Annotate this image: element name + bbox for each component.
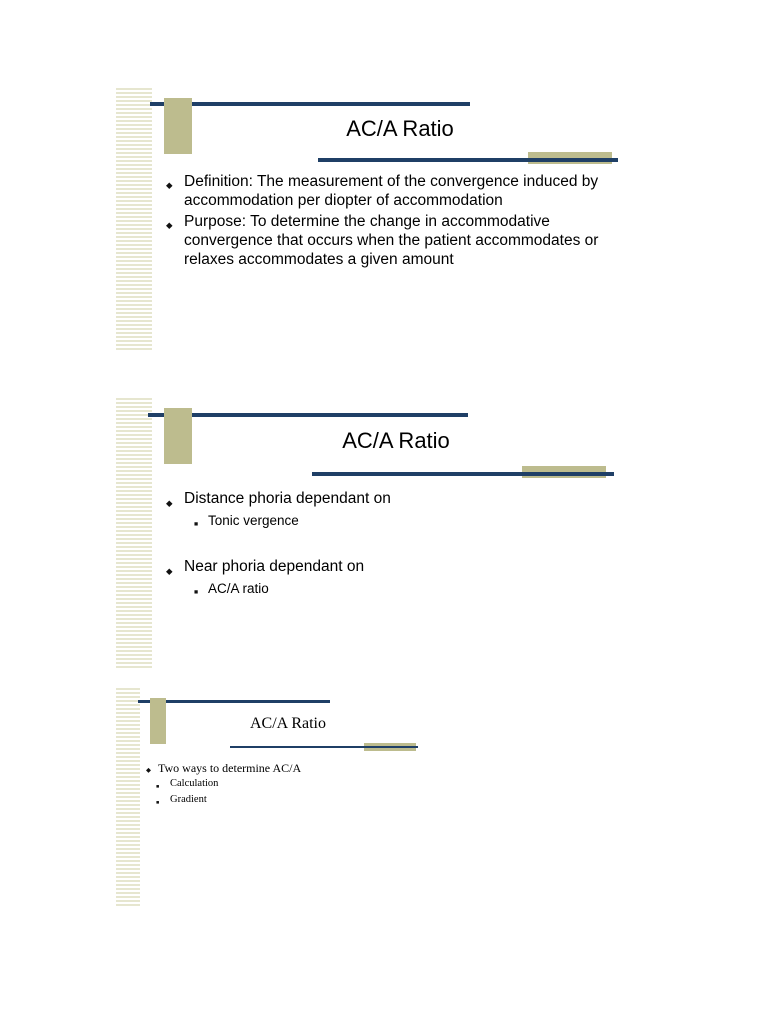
slide-3-bottom-rule [230,746,418,748]
slide-3-sub-bullet: ■ Calculation [170,776,446,792]
slide-3-accent-block [150,698,166,744]
slide-2 [0,360,768,680]
slide-3-bullet-list [146,760,446,808]
slide-2-bottom-rule [312,472,614,476]
slide-2-bullet: ◆ Distance phoria dependant on [166,488,586,510]
slide-3-stripe-margin [116,688,140,906]
slide-2-sub-bullet: ■ Tonic vergence [208,510,586,532]
slide-1-title: AC/A Ratio [346,116,454,141]
slide-2-bullet: ◆ Near phoria dependant on [166,556,586,578]
slide-2-bullet-list [166,488,586,600]
slide-1-bullet: ◆ Definition: The measurement of the convergence induced by accommodation per diopter of accommodation [166,172,608,210]
slide-1-bullet: ◆ Purpose: To determine the change in accommodative convergence that occurs when the patient accommodates or relaxes accommodates a given amount [166,212,608,269]
slide-2-sub-bullet: ■ AC/A ratio [208,578,586,600]
slide-3 [0,680,768,930]
slide-1-top-rule [150,102,470,106]
slide-1-stripe-margin [116,88,152,350]
slide-3-bullet: ◆ Two ways to determine AC/A [146,760,446,776]
slide-2-stripe-margin [116,398,152,670]
slide-2-top-rule [148,413,468,417]
slide-2-title: AC/A Ratio [342,428,450,453]
slide-2-accent-block [164,408,192,464]
slide-1-bullet-list [166,172,608,269]
slide-1-accent-block [164,98,192,154]
slide-3-sub-bullet: ■ Gradient [170,792,446,808]
slide-3-title: AC/A Ratio [249,715,326,732]
slide-1-bottom-rule [318,158,618,162]
slide-1 [0,0,768,360]
slide-3-top-rule [138,700,330,703]
